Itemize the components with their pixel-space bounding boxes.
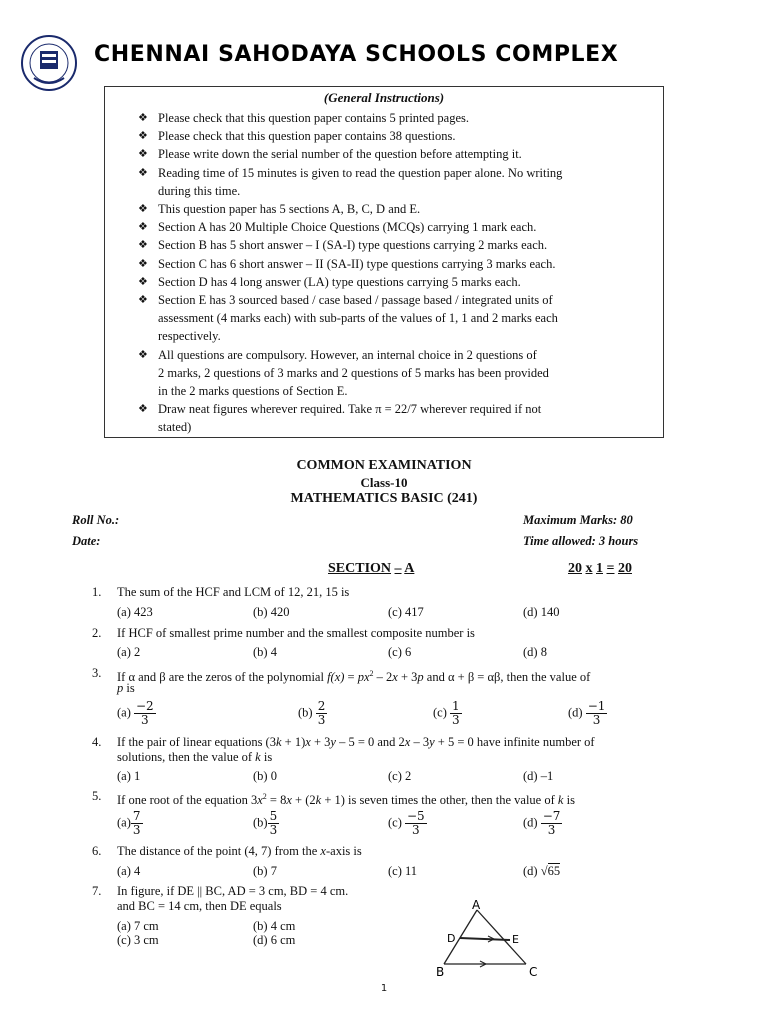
option-d: (d) –1: [523, 769, 554, 783]
instruction-item: Please write down the serial number of the question before attempting it.: [158, 147, 522, 161]
question-text: In figure, if DE || BC, AD = 3 cm, BD = 4 cm.: [117, 884, 349, 898]
date-label: Date:: [72, 534, 101, 548]
option-d: (d) 6 cm: [253, 933, 296, 947]
time-allowed: Time allowed: 3 hours: [523, 534, 639, 548]
bullet-icon: ❖: [138, 294, 148, 306]
instruction-item-cont: during this time.: [158, 184, 241, 198]
instruction-item: Please check that this question paper contains 38 questions.: [158, 129, 456, 143]
section-title: SECTION – A: [328, 561, 415, 576]
option-b: (b) $\frac{5}{3}$: [253, 809, 278, 837]
exam-name: COMMON EXAMINATION: [296, 458, 472, 473]
instruction-item: Reading time of 15 minutes is given to read the question paper alone. No writing: [158, 166, 563, 180]
instruction-item: Section B has 5 short answer – I (SA-I) type questions carrying 2 marks each.: [158, 238, 548, 252]
question-number: 5.: [92, 789, 102, 803]
instruction-item-cont: stated): [158, 420, 192, 434]
bullet-icon: ❖: [138, 221, 148, 233]
school-name: CHENNAI SAHODAYA SCHOOLS COMPLEX: [94, 42, 619, 67]
sqrt-icon: √: [540, 864, 548, 878]
option-a: (a) $\frac{7}{3}$: [117, 809, 141, 837]
question-text: If the pair of linear equations (3k + 1)x + 3y – 5 = 0 and 2x – 3y + 5 = 0 have infinite number of: [117, 735, 595, 749]
exam-class: Class-10: [360, 475, 408, 490]
bullet-icon: ❖: [138, 203, 148, 215]
question-number: 3.: [92, 666, 102, 680]
bullet-icon: ❖: [138, 403, 148, 415]
question-text-cont: solutions, then the value of k is: [117, 750, 273, 764]
question-text: If HCF of smallest prime number and the smallest composite number is: [117, 626, 475, 640]
instruction-item: This question paper has 5 sections A, B, C, D and E.: [158, 202, 421, 216]
instruction-item-cont: assessment (4 marks each) with sub-parts of the values of 1, 1 and 2 marks each: [158, 311, 558, 325]
section-marks: 20 x 1 = 20: [568, 561, 632, 576]
vertex-label-b: B: [436, 965, 445, 979]
bullet-icon: ❖: [138, 167, 148, 179]
bullet-icon: ❖: [138, 112, 148, 124]
instruction-item: Draw neat figures wherever required. Take π = 22/7 wherever required if not: [158, 402, 542, 416]
instruction-item: All questions are compulsory. However, an internal choice in 2 questions of: [158, 348, 537, 362]
vertex-label-a: A: [472, 898, 481, 912]
question-number: 1.: [92, 585, 102, 599]
question-text: If α and β are the zeros of the polynomial $f(x) = px^2 - 2x + 3p$ and α + β = αβ, then the value of: [117, 669, 591, 685]
question-text: The sum of the HCF and LCM of 12, 21, 15 is: [117, 585, 350, 599]
option-b: (b) 0: [253, 769, 277, 783]
option-b: (b) 7: [253, 864, 277, 878]
option-b: (b) $\frac{2}{3}$: [298, 699, 326, 727]
question-number: 6.: [92, 844, 102, 858]
option-b: (b) 4 cm: [253, 919, 296, 933]
option-c: (c) 11: [388, 864, 418, 878]
option-c: (c) $\frac{-5}{3}$: [388, 809, 425, 837]
option-a: (a) 2: [117, 645, 141, 659]
option-c: (c) 3 cm: [117, 933, 159, 947]
roll-number-label: Roll No.:: [72, 513, 120, 527]
option-a: (a) 423: [117, 605, 153, 619]
instruction-item: Please check that this question paper contains 5 printed pages.: [158, 111, 470, 125]
instructions-title: (General Instructions): [323, 90, 445, 105]
bullet-icon: ❖: [138, 258, 148, 270]
option-d: (d) 8: [523, 645, 547, 659]
instruction-item: Section C has 6 short answer – II (SA-II) type questions carrying 3 marks each.: [158, 257, 556, 271]
option-a: (a) 7 cm: [117, 919, 159, 933]
option-c: (c) $\frac{1}{3}$: [433, 699, 460, 727]
bullet-icon: ❖: [138, 148, 148, 160]
option-d: (d) √65: [523, 864, 561, 878]
school-logo: [20, 34, 78, 92]
vertex-label-e: E: [512, 933, 519, 946]
instruction-item: Section D has 4 long answer (LA) type questions carrying 5 marks each.: [158, 275, 521, 289]
bullet-icon: ❖: [138, 276, 148, 288]
question-number: 4.: [92, 735, 102, 749]
question-text-cont: and BC = 14 cm, then DE equals: [117, 899, 282, 913]
instruction-item-cont: in the 2 marks questions of Section E.: [158, 384, 348, 398]
option-a: (a) 4: [117, 864, 141, 878]
bullet-icon: ❖: [138, 130, 148, 142]
question-text: If one root of the equation $3x^2 = 8x + (2k + 1)$ is seven times the other, then the value of k is: [117, 792, 575, 808]
instruction-item: Section A has 20 Multiple Choice Questions (MCQs) carrying 1 mark each.: [158, 220, 537, 234]
question-text: The distance of the point (4, 7) from the x-axis is: [117, 844, 362, 858]
triangle-figure: [432, 898, 547, 980]
option-a: (a) 1: [117, 769, 141, 783]
page-number: 1: [380, 983, 388, 994]
vertex-label-c: C: [529, 965, 538, 979]
max-marks: Maximum Marks: 80: [523, 513, 633, 527]
option-d: (d) $\frac{-7}{3}$: [523, 809, 561, 837]
option-c: (c) 417: [388, 605, 424, 619]
option-c: (c) 6: [388, 645, 412, 659]
bullet-icon: ❖: [138, 239, 148, 251]
option-a: (a) $\frac{-2}{3}$: [117, 699, 154, 727]
option-c: (c) 2: [388, 769, 412, 783]
vertex-label-d: D: [447, 932, 456, 945]
question-number: 2.: [92, 626, 102, 640]
instruction-item: Section E has 3 sourced based / case based / passage based / integrated units of: [158, 293, 553, 307]
exam-subject: MATHEMATICS BASIC (241): [290, 491, 478, 506]
option-b: (b) 420: [253, 605, 290, 619]
bullet-icon: ❖: [138, 349, 148, 361]
instruction-item-cont: respectively.: [158, 329, 221, 343]
option-d: (d) $\frac{-1}{3}$: [568, 699, 606, 727]
option-b: (b) 4: [253, 645, 277, 659]
question-number: 7.: [92, 884, 102, 898]
instruction-item-cont: 2 marks, 2 questions of 3 marks and 2 questions of 5 marks has been provided: [158, 366, 549, 380]
option-d: (d) 140: [523, 605, 560, 619]
question-text-cont: p is: [117, 681, 135, 695]
